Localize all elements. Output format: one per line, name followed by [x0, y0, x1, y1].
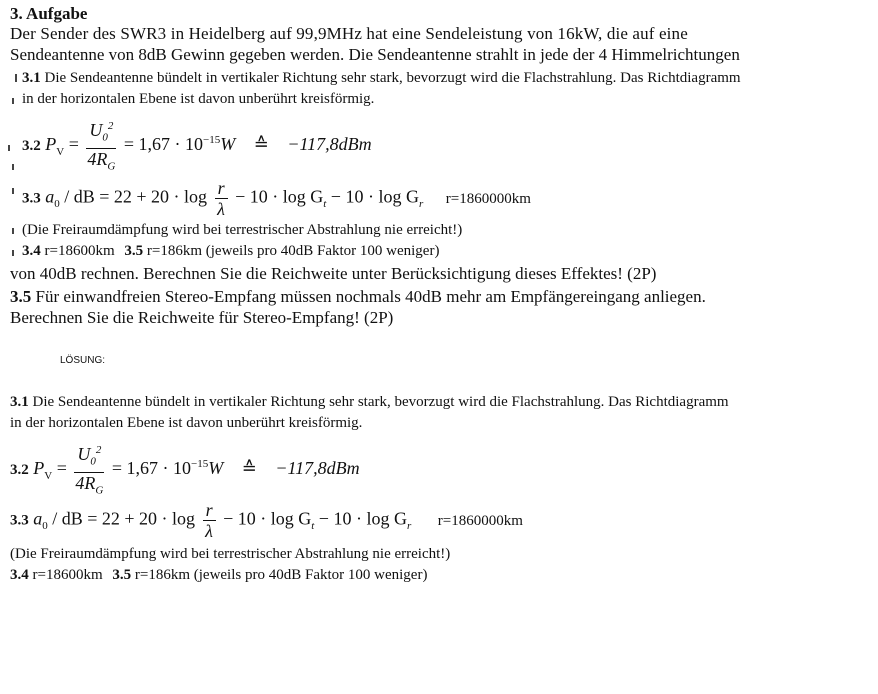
formula-33-mid: / dB = 22 + 20 · log — [64, 186, 208, 207]
formula-32-denominator — [87, 149, 115, 177]
task-intro-line1-text: Der Sender des SWR3 in Heidelberg auf 99,9MHz hat eine Sendeleistung von 16kW, die auf eine — [10, 24, 688, 43]
formula-33-den: λ — [217, 199, 225, 219]
formula-32-den-sub: G — [107, 160, 116, 173]
margin-mark — [12, 228, 14, 234]
solution-32-lhs-sub: V — [44, 469, 53, 482]
solution-33-r: r=1860000km — [437, 512, 523, 529]
solution-33-sub-r: r — [406, 520, 412, 533]
formula-33-sub-t: t — [323, 198, 327, 211]
solution-32-den-sub: G — [95, 484, 104, 497]
solution-35-label: 3.5 — [112, 567, 132, 583]
solution-note-33: (Die Freiraumdämpfung wird bei terrestrischer Abstrahlung nie erreicht!) — [10, 546, 451, 562]
solution-answer-31-line2: in der horizontalen Ebene ist davon unberührt kreisförmig. — [10, 415, 363, 431]
solution-33-rest1: − 10 · log G — [223, 508, 312, 529]
solution-answer-34-35 — [10, 567, 427, 584]
solution-32-den: 4R — [75, 472, 96, 493]
task-heading: 3. Aufgabe — [10, 4, 88, 23]
formula-32-lhs: P — [45, 134, 57, 155]
formula-32-unit: W — [220, 134, 236, 155]
task-question-35 — [10, 287, 706, 307]
solution-31-label: 3.1 — [10, 394, 29, 410]
formula-32-num: U — [89, 120, 103, 140]
solution-formula-33 — [10, 500, 523, 541]
solution-32-numerator — [74, 440, 104, 473]
margin-mark — [12, 250, 14, 256]
formula-32-corresponds: ≙ — [253, 134, 269, 155]
solution-31-text1: Die Sendeantenne bündelt in vertikaler Richtung sehr stark, bevorzugt wird die Flachstrahlung. Das Richtdiagramm — [32, 394, 729, 410]
solution-32-dbm: −117,8dBm — [275, 458, 360, 479]
solution-33-lhs: a — [33, 508, 43, 529]
solution-32-label: 3.2 — [10, 462, 29, 479]
solution-34-label: 3.4 — [10, 567, 29, 583]
solution-32-value: = 1,67 · 10 — [111, 458, 192, 479]
answer-34-label: 3.4 — [22, 243, 41, 259]
solution-32-denominator — [75, 473, 103, 501]
formula-33-rest2: − 10 · log G — [330, 186, 419, 207]
formula-32-num-sub: 0 — [102, 131, 108, 144]
answer-31-text1: Die Sendeantenne bündelt in vertikaler Richtung sehr stark, bevorzugt wird die Flachstrahlung. Das Richtdiagramm — [44, 70, 741, 86]
formula-33-fraction — [215, 178, 228, 219]
overlay-formula-32: 3.2 $P_V$ = $\frac{U_0^2}{4R_G}$ = $1,67 \cdot 10^{-15}W$ ≙ −117,8dBm — [22, 116, 372, 176]
formula-33-rest1: − 10 · log G — [235, 186, 324, 207]
solution-answer-31 — [10, 394, 729, 411]
formula-33-lhs-sub: 0 — [54, 198, 60, 211]
formula-33-num: r — [215, 178, 228, 199]
margin-mark — [12, 164, 14, 170]
answer-31-label: 3.1 — [22, 70, 41, 86]
solution-32-exp: −15 — [191, 458, 209, 471]
solution-32-unit: W — [208, 458, 224, 479]
solution-33-den: λ — [205, 521, 213, 541]
task-question-35-label: 3.5 — [10, 287, 32, 306]
margin-mark — [8, 145, 10, 151]
solution-32-corresponds: ≙ — [241, 458, 257, 479]
solution-32-num: U — [77, 444, 91, 464]
formula-32-lhs-sub: V — [56, 145, 65, 158]
solution-33-num: r — [203, 500, 216, 521]
formula-33-label: 3.3 — [22, 190, 41, 207]
task-intro-line1 — [10, 24, 820, 44]
formula-33-sub-r: r — [418, 198, 424, 211]
overlay-answer-31-line2: in der horizontalen Ebene ist davon unberührt kreisförmig. — [22, 91, 375, 107]
solution-32-lhs: P — [33, 458, 45, 479]
answer-35-text: r=186km (jeweils pro 40dB Faktor 100 weniger) — [146, 243, 440, 259]
solution-32-num-sup: 2 — [95, 444, 102, 456]
solution-formula-32: 3.2 $P_V$ = $\frac{U_0^2}{4R_G}$ = $1,67 \cdot 10^{-15}W$ ≙ −117,8dBm — [10, 440, 360, 500]
solution-label: LÖSUNG: — [60, 355, 106, 366]
formula-32-numerator — [86, 116, 116, 149]
solution-33-mid: / dB = 22 + 20 · log — [52, 508, 196, 529]
task-intro-line2: Sendeantenne von 8dB Gewinn gegeben werden. Die Sendeantenne strahlt in jede der 4 Himmelrichtungen — [10, 45, 740, 64]
formula-33-lhs: a — [45, 186, 55, 207]
solution-33-sub-t: t — [311, 520, 315, 533]
answer-35-label: 3.5 — [124, 243, 144, 259]
solution-33-fraction — [203, 500, 216, 541]
task-line-40db: von 40dB rechnen. Berechnen Sie die Reichweite unter Berücksichtigung dieses Effektes! (2P) — [10, 264, 657, 283]
margin-mark — [12, 188, 14, 194]
formula-32-num-sup: 2 — [107, 120, 114, 132]
solution-34-text: r=18600km — [32, 567, 103, 583]
formula-32-label: 3.2 — [22, 138, 41, 155]
formula-33-r: r=1860000km — [445, 190, 531, 207]
solution-33-rest2: − 10 · log G — [318, 508, 407, 529]
formula-32-dbm: −117,8dBm — [287, 134, 372, 155]
answer-34-text: r=18600km — [44, 243, 115, 259]
margin-mark — [12, 98, 14, 104]
formula-32-exp: −15 — [203, 134, 221, 147]
formula-32-den: 4R — [87, 148, 108, 169]
solution-33-label: 3.3 — [10, 512, 29, 529]
overlay-answer-31 — [22, 70, 741, 87]
overlay-formula-33 — [22, 178, 531, 219]
task-question-35-text: Für einwandfreien Stereo-Empfang müssen nochmals 40dB mehr am Empfängereingang anliegen. — [35, 287, 706, 306]
solution-32-num-sub: 0 — [90, 455, 96, 468]
solution-35-text: r=186km (jeweils pro 40dB Faktor 100 weniger) — [134, 567, 428, 583]
margin-mark — [15, 74, 17, 82]
overlay-answer-34-35 — [22, 243, 439, 260]
solution-32-fraction — [74, 440, 104, 500]
formula-32-value: = 1,67 · 10 — [123, 134, 204, 155]
solution-33-lhs-sub: 0 — [42, 520, 48, 533]
overlay-note-33: (Die Freiraumdämpfung wird bei terrestrischer Abstrahlung nie erreicht!) — [22, 222, 463, 238]
formula-32-fraction — [86, 116, 116, 176]
task-question-35-line2: Berechnen Sie die Reichweite für Stereo-Empfang! (2P) — [10, 308, 394, 327]
